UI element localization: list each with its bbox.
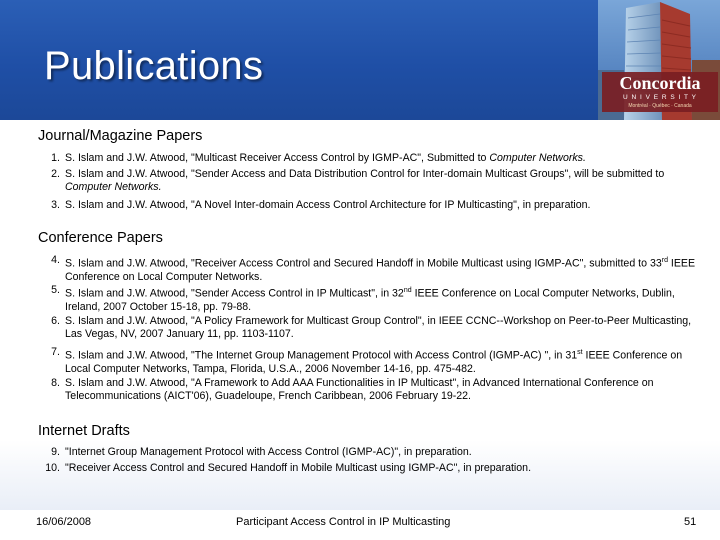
item-number: 9. <box>51 446 60 458</box>
item-number: 8. <box>51 377 60 389</box>
item-text: "Internet Group Management Protocol with Access Control (IGMP-AC)", in preparation. <box>65 446 472 458</box>
section-heading-journal: Journal/Magazine Papers <box>38 128 203 144</box>
item-number: 10. <box>45 462 60 474</box>
item-text: S. Islam and J.W. Atwood, "Sender Access and Data Distribution Control for Inter-domain Multicast Groups", will be submitted to Computer Networks. <box>65 168 665 194</box>
item-text: S. Islam and J.W. Atwood, "Sender Access Control in IP Multicast", in 32nd IEEE Conference on Local Computer Networks, Dublin, Ireland, 2007 October 15-18, pp. 79-88. <box>65 287 675 313</box>
item-text: "Receiver Access Control and Secured Handoff in Mobile Multicast using IGMP-AC", in preparation. <box>65 462 532 474</box>
logo-subtitle: U N I V E R S I T Y <box>623 94 697 101</box>
footer-date: 16/06/2008 <box>36 516 92 528</box>
item-text: S. Islam and J.W. Atwood, "A Novel Inter-domain Access Control Architecture for IP Multicasting", in preparation. <box>65 199 591 211</box>
item-text: S. Islam and J.W. Atwood, "The Internet Group Management Protocol with Access Control (IGMP-AC) ", in 31st IEEE Conference on Local Computer Networks, Tampa, Florida, U.S.A., 2006 November 14-16, pp. 475-482. <box>65 349 683 375</box>
item-number: 4. <box>51 254 60 266</box>
footer-title: Participant Access Control in IP Multicasting <box>236 516 451 528</box>
section-heading-drafts: Internet Drafts <box>38 423 130 439</box>
item-text: S. Islam and J.W. Atwood, "A Policy Framework for Multicast Group Control", in IEEE CCNC--Workshop on Peer-to-Peer Multicasting, Las Vegas, NV, 2007 January 11, pp. 1103-1107. <box>65 315 692 341</box>
item-number: 1. <box>51 152 60 164</box>
logo-location: Montréal · Québec · Canada <box>628 103 692 109</box>
logo-wordmark: Concordia <box>619 73 701 93</box>
slide-header <box>0 0 720 120</box>
concordia-logo <box>598 0 720 120</box>
item-number: 6. <box>51 315 60 327</box>
item-text: S. Islam and J.W. Atwood, "Multicast Receiver Access Control by IGMP-AC", Submitted to Computer Networks. <box>65 152 586 164</box>
item-number: 2. <box>51 168 60 180</box>
page-number: 51 <box>684 516 697 528</box>
slide-title: Publications <box>44 44 264 88</box>
item-text: S. Islam and J.W. Atwood, "Receiver Access Control and Secured Handoff in Mobile Multicast using IGMP-AC", submitted to 33rd IEEE Conference on Local Computer Networks. <box>65 257 696 283</box>
section-heading-conference: Conference Papers <box>38 230 163 246</box>
item-number: 3. <box>51 199 60 211</box>
item-number: 5. <box>51 284 60 296</box>
item-number: 7. <box>51 346 60 358</box>
slide-footer <box>0 510 720 540</box>
item-text: S. Islam and J.W. Atwood, "A Framework to Add AAA Functionalities in IP Multicast", in Advanced International Conference on Telecommunications (AICT'06), Guadeloupe, French Caribbean, 2006 February 19-22. <box>65 377 654 403</box>
